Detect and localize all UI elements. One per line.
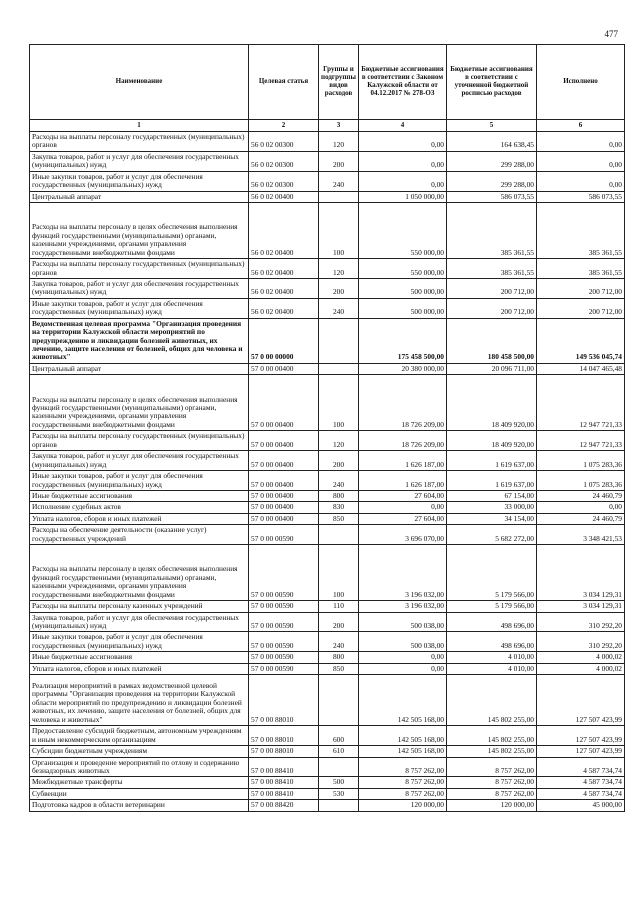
cell-target-code: 57 0 00 00400 (249, 502, 319, 513)
table-row (30, 451, 625, 471)
cell-law-amount: 142 505 168,00 (359, 726, 447, 746)
cell-expense-type (319, 525, 359, 545)
cell-expense-type (319, 318, 359, 363)
cell-executed-amount: 12 947 721,33 (537, 431, 625, 451)
cell-name: Центральный аппарат (30, 363, 249, 374)
cell-name: Иные закупки товаров, работ и услуг для обеспечения государственных (муниципальных) нужд (30, 171, 249, 191)
cell-law-amount: 18 726 209,00 (359, 375, 447, 431)
table-row (30, 375, 625, 431)
cell-target-code: 57 0 00 88410 (249, 757, 319, 777)
cell-refined-amount: 18 409 920,00 (447, 375, 537, 431)
table-row (30, 318, 625, 363)
table-row (30, 363, 625, 374)
cell-executed-amount: 4 587 734,74 (537, 788, 625, 799)
cell-refined-amount: 299 288,00 (447, 151, 537, 171)
cell-refined-amount: 67 154,00 (447, 490, 537, 501)
cell-target-code: 57 0 00 88010 (249, 675, 319, 726)
table-row (30, 132, 625, 152)
cell-target-code: 57 0 00 00590 (249, 545, 319, 601)
cell-name: Расходы на выплаты персоналу в целях обеспечения выполнения функций государственными (муниципальными) органами, казенными учреждениями, органами управления государственными внебюджетными фондами (30, 545, 249, 601)
table-row (30, 777, 625, 788)
table-row (30, 490, 625, 501)
cell-law-amount: 8 757 262,00 (359, 777, 447, 788)
cell-target-code: 57 0 00 00590 (249, 632, 319, 652)
column-number: 2 (249, 120, 319, 132)
column-number: 6 (537, 120, 625, 132)
cell-name: Центральный аппарат (30, 191, 249, 202)
cell-executed-amount: 385 361,55 (537, 259, 625, 279)
cell-expense-type: 850 (319, 513, 359, 524)
cell-refined-amount: 18 409 920,00 (447, 431, 537, 451)
table-row (30, 502, 625, 513)
cell-expense-type: 200 (319, 278, 359, 298)
cell-name: Расходы на выплаты персоналу казенных учреждений (30, 601, 249, 612)
cell-executed-amount: 4 587 734,74 (537, 757, 625, 777)
header-law: Бюджетные ассигнования в соответствии с Законом Калужской области от 04.12.2017 № 278-ОЗ (359, 45, 447, 120)
cell-target-code: 57 0 00 00400 (249, 490, 319, 501)
cell-name: Закупка товаров, работ и услуг для обеспечения государственных (муниципальных) нужд (30, 151, 249, 171)
cell-name: Расходы на выплаты персоналу в целях обеспечения выполнения функций государственными (муниципальными) органами, казенными учреждениями, органами управления государственными внебюджетными фондами (30, 375, 249, 431)
cell-name: Иные бюджетные ассигнования (30, 490, 249, 501)
cell-executed-amount: 4 000,02 (537, 663, 625, 674)
cell-target-code: 56 0 02 00400 (249, 278, 319, 298)
cell-refined-amount: 200 712,00 (447, 298, 537, 318)
cell-refined-amount: 498 696,00 (447, 632, 537, 652)
cell-expense-type: 800 (319, 652, 359, 663)
cell-refined-amount: 164 638,45 (447, 132, 537, 152)
cell-refined-amount: 33 000,00 (447, 502, 537, 513)
cell-law-amount: 1 626 187,00 (359, 471, 447, 491)
cell-target-code: 57 0 00 00000 (249, 318, 319, 363)
cell-target-code: 57 0 00 00590 (249, 612, 319, 632)
cell-executed-amount: 0,00 (537, 151, 625, 171)
cell-executed-amount: 4 587 734,74 (537, 777, 625, 788)
cell-target-code: 56 0 02 00400 (249, 298, 319, 318)
cell-expense-type: 600 (319, 726, 359, 746)
table-row (30, 471, 625, 491)
cell-refined-amount: 586 073,55 (447, 191, 537, 202)
cell-expense-type (319, 675, 359, 726)
cell-name: Иные закупки товаров, работ и услуг для обеспечения государственных (муниципальных) нужд (30, 471, 249, 491)
cell-expense-type: 240 (319, 471, 359, 491)
cell-executed-amount: 4 000,02 (537, 652, 625, 663)
cell-target-code: 57 0 00 00400 (249, 451, 319, 471)
cell-expense-type: 100 (319, 545, 359, 601)
cell-executed-amount: 24 460,79 (537, 490, 625, 501)
column-number: 5 (447, 120, 537, 132)
cell-executed-amount: 12 947 721,33 (537, 375, 625, 431)
table-row (30, 278, 625, 298)
table-row (30, 788, 625, 799)
cell-expense-type: 800 (319, 490, 359, 501)
cell-target-code: 56 0 02 00400 (249, 191, 319, 202)
cell-expense-type (319, 363, 359, 374)
cell-law-amount: 500 000,00 (359, 298, 447, 318)
table-row (30, 800, 625, 811)
table-row (30, 259, 625, 279)
cell-executed-amount: 127 507 423,99 (537, 726, 625, 746)
cell-target-code: 57 0 00 00400 (249, 471, 319, 491)
cell-name: Межбюджетные трансферты (30, 777, 249, 788)
cell-expense-type (319, 800, 359, 811)
table-row (30, 151, 625, 171)
cell-expense-type: 240 (319, 632, 359, 652)
table-row (30, 663, 625, 674)
cell-name: Субвенции (30, 788, 249, 799)
column-number-row (30, 120, 625, 132)
cell-name: Расходы на выплаты персоналу государственных (муниципальных) органов (30, 132, 249, 152)
header-vid: Группы и подгруппы видов расходов (319, 45, 359, 120)
table-row (30, 171, 625, 191)
cell-refined-amount: 145 802 255,00 (447, 675, 537, 726)
cell-law-amount: 20 380 000,00 (359, 363, 447, 374)
cell-target-code: 57 0 00 00590 (249, 652, 319, 663)
cell-name: Закупка товаров, работ и услуг для обеспечения государственных (муниципальных) нужд (30, 612, 249, 632)
cell-law-amount: 120 000,00 (359, 800, 447, 811)
cell-target-code: 57 0 00 88010 (249, 726, 319, 746)
cell-law-amount: 500 038,00 (359, 632, 447, 652)
cell-target-code: 57 0 00 88010 (249, 746, 319, 757)
cell-target-code: 57 0 00 00400 (249, 431, 319, 451)
cell-name: Субсидии бюджетным учреждениям (30, 746, 249, 757)
cell-executed-amount: 3 034 129,31 (537, 601, 625, 612)
cell-executed-amount: 127 507 423,99 (537, 746, 625, 757)
cell-refined-amount: 145 802 255,00 (447, 726, 537, 746)
cell-executed-amount: 0,00 (537, 171, 625, 191)
cell-law-amount: 175 458 500,00 (359, 318, 447, 363)
budget-table (29, 44, 625, 812)
cell-law-amount: 500 000,00 (359, 278, 447, 298)
table-row (30, 757, 625, 777)
cell-target-code: 57 0 00 88410 (249, 788, 319, 799)
cell-law-amount: 142 505 168,00 (359, 746, 447, 757)
cell-law-amount: 1 626 187,00 (359, 451, 447, 471)
cell-refined-amount: 20 096 711,00 (447, 363, 537, 374)
cell-refined-amount: 385 361,55 (447, 259, 537, 279)
cell-executed-amount: 200 712,00 (537, 298, 625, 318)
cell-executed-amount: 149 536 045,74 (537, 318, 625, 363)
header-code: Целевая статья (249, 45, 319, 120)
page-number: 477 (604, 29, 618, 39)
cell-expense-type: 830 (319, 502, 359, 513)
cell-law-amount: 0,00 (359, 151, 447, 171)
cell-expense-type (319, 191, 359, 202)
cell-refined-amount: 1 619 637,00 (447, 451, 537, 471)
cell-law-amount: 0,00 (359, 652, 447, 663)
cell-refined-amount: 299 288,00 (447, 171, 537, 191)
cell-target-code: 57 0 00 88410 (249, 777, 319, 788)
cell-executed-amount: 200 712,00 (537, 278, 625, 298)
cell-law-amount: 0,00 (359, 132, 447, 152)
table-body (30, 132, 625, 812)
cell-refined-amount: 4 010,00 (447, 663, 537, 674)
cell-name: Уплата налогов, сборов и иных платежей (30, 513, 249, 524)
header-name: Наименование (30, 45, 249, 120)
cell-refined-amount: 498 696,00 (447, 612, 537, 632)
cell-expense-type: 850 (319, 663, 359, 674)
cell-expense-type: 200 (319, 612, 359, 632)
cell-law-amount: 500 038,00 (359, 612, 447, 632)
column-number: 3 (319, 120, 359, 132)
cell-refined-amount: 5 179 566,00 (447, 545, 537, 601)
cell-refined-amount: 4 010,00 (447, 652, 537, 663)
cell-target-code: 56 0 02 00300 (249, 151, 319, 171)
cell-expense-type: 100 (319, 203, 359, 259)
header-row (30, 45, 625, 120)
cell-executed-amount: 0,00 (537, 132, 625, 152)
cell-target-code: 57 0 00 00400 (249, 363, 319, 374)
cell-law-amount: 3 696 070,00 (359, 525, 447, 545)
cell-executed-amount: 0,00 (537, 502, 625, 513)
cell-refined-amount: 8 757 262,00 (447, 788, 537, 799)
cell-executed-amount: 310 292,20 (537, 632, 625, 652)
cell-law-amount: 27 604,00 (359, 490, 447, 501)
cell-refined-amount: 385 361,55 (447, 203, 537, 259)
cell-law-amount: 550 000,00 (359, 203, 447, 259)
cell-refined-amount: 120 000,00 (447, 800, 537, 811)
cell-executed-amount: 385 361,55 (537, 203, 625, 259)
cell-name: Расходы на выплаты персоналу в целях обеспечения выполнения функций государственными (муниципальными) органами, казенными учреждениями, органами управления государственными внебюджетными фондами (30, 203, 249, 259)
cell-expense-type: 500 (319, 777, 359, 788)
cell-refined-amount: 8 757 262,00 (447, 777, 537, 788)
table-row (30, 191, 625, 202)
cell-law-amount: 0,00 (359, 663, 447, 674)
cell-law-amount: 27 604,00 (359, 513, 447, 524)
cell-law-amount: 1 050 000,00 (359, 191, 447, 202)
table-row (30, 746, 625, 757)
table-row (30, 652, 625, 663)
cell-executed-amount: 3 034 129,31 (537, 545, 625, 601)
cell-executed-amount: 45 000,00 (537, 800, 625, 811)
cell-name: Расходы на выплаты персоналу государственных (муниципальных) органов (30, 259, 249, 279)
cell-executed-amount: 3 348 421,53 (537, 525, 625, 545)
cell-target-code: 57 0 00 00590 (249, 663, 319, 674)
cell-expense-type: 610 (319, 746, 359, 757)
table-row (30, 675, 625, 726)
cell-name: Иные бюджетные ассигнования (30, 652, 249, 663)
cell-executed-amount: 24 460,79 (537, 513, 625, 524)
cell-refined-amount: 200 712,00 (447, 278, 537, 298)
table-row (30, 298, 625, 318)
cell-name: Уплата налогов, сборов и иных платежей (30, 663, 249, 674)
cell-expense-type: 200 (319, 151, 359, 171)
cell-expense-type: 100 (319, 375, 359, 431)
cell-law-amount: 142 505 168,00 (359, 675, 447, 726)
cell-expense-type: 240 (319, 298, 359, 318)
header-refined: Бюджетные ассигнования в соответствии с уточненной бюджетной росписью расходов (447, 45, 537, 120)
cell-refined-amount: 5 682 272,00 (447, 525, 537, 545)
table-row (30, 545, 625, 601)
table-row (30, 431, 625, 451)
cell-expense-type: 120 (319, 132, 359, 152)
table-row (30, 612, 625, 632)
cell-target-code: 56 0 02 00300 (249, 171, 319, 191)
table-row (30, 203, 625, 259)
cell-expense-type: 120 (319, 431, 359, 451)
cell-refined-amount: 34 154,00 (447, 513, 537, 524)
cell-refined-amount: 1 619 637,00 (447, 471, 537, 491)
cell-target-code: 57 0 00 00590 (249, 601, 319, 612)
cell-name: Ведомственная целевая программа "Организация проведения на территории Калужской области мероприятий по предупреждению и ликвидации болезней животных, их лечению, защите населения от болезней, общих для человека и животных" (30, 318, 249, 363)
cell-refined-amount: 5 179 566,00 (447, 601, 537, 612)
column-number: 4 (359, 120, 447, 132)
cell-expense-type: 110 (319, 601, 359, 612)
table-row (30, 601, 625, 612)
cell-expense-type: 240 (319, 171, 359, 191)
cell-law-amount: 8 757 262,00 (359, 788, 447, 799)
cell-name: Расходы на обеспечение деятельности (оказание услуг) государственных учреждений (30, 525, 249, 545)
cell-target-code: 57 0 00 00400 (249, 375, 319, 431)
cell-refined-amount: 180 458 500,00 (447, 318, 537, 363)
cell-refined-amount: 8 757 262,00 (447, 757, 537, 777)
cell-name: Подготовка кадров в области ветеринарии (30, 800, 249, 811)
cell-executed-amount: 127 507 423,99 (537, 675, 625, 726)
cell-executed-amount: 586 073,55 (537, 191, 625, 202)
cell-law-amount: 0,00 (359, 502, 447, 513)
cell-law-amount: 0,00 (359, 171, 447, 191)
cell-expense-type: 200 (319, 451, 359, 471)
cell-expense-type: 530 (319, 788, 359, 799)
cell-law-amount: 3 196 032,00 (359, 601, 447, 612)
table-row (30, 525, 625, 545)
cell-law-amount: 8 757 262,00 (359, 757, 447, 777)
cell-name: Расходы на выплаты персоналу государственных (муниципальных) органов (30, 431, 249, 451)
cell-law-amount: 550 000,00 (359, 259, 447, 279)
cell-executed-amount: 310 292,20 (537, 612, 625, 632)
cell-name: Организация и проведение мероприятий по отлову и содержанию безнадзорных животных (30, 757, 249, 777)
cell-expense-type (319, 757, 359, 777)
cell-target-code: 56 0 02 00400 (249, 203, 319, 259)
cell-name: Исполнение судебных актов (30, 502, 249, 513)
column-number: 1 (30, 120, 249, 132)
cell-name: Предоставление субсидий бюджетным, автономным учреждениям и иным некоммерческим организациям (30, 726, 249, 746)
cell-name: Иные закупки товаров, работ и услуг для обеспечения государственных (муниципальных) нужд (30, 632, 249, 652)
cell-target-code: 57 0 00 00400 (249, 513, 319, 524)
table-row (30, 632, 625, 652)
cell-law-amount: 3 196 032,00 (359, 545, 447, 601)
cell-name: Закупка товаров, работ и услуг для обеспечения государственных (муниципальных) нужд (30, 451, 249, 471)
header-executed: Исполнено (537, 45, 625, 120)
cell-name: Реализация мероприятий в рамках ведомственной целевой программы "Организация проведения на территории Калужской области мероприятий по предупреждению и ликвидации болезней животных, их лечению, защите населения от болезней, общих для человека и животных" (30, 675, 249, 726)
cell-target-code: 57 0 00 88420 (249, 800, 319, 811)
table-row (30, 513, 625, 524)
cell-target-code: 56 0 02 00400 (249, 259, 319, 279)
cell-target-code: 57 0 00 00590 (249, 525, 319, 545)
cell-name: Иные закупки товаров, работ и услуг для обеспечения государственных (муниципальных) нужд (30, 298, 249, 318)
cell-target-code: 56 0 02 00300 (249, 132, 319, 152)
table-row (30, 726, 625, 746)
cell-executed-amount: 1 075 283,36 (537, 451, 625, 471)
cell-expense-type: 120 (319, 259, 359, 279)
cell-law-amount: 18 726 209,00 (359, 431, 447, 451)
cell-executed-amount: 1 075 283,36 (537, 471, 625, 491)
cell-name: Закупка товаров, работ и услуг для обеспечения государственных (муниципальных) нужд (30, 278, 249, 298)
cell-refined-amount: 145 802 255,00 (447, 746, 537, 757)
cell-executed-amount: 14 047 465,48 (537, 363, 625, 374)
